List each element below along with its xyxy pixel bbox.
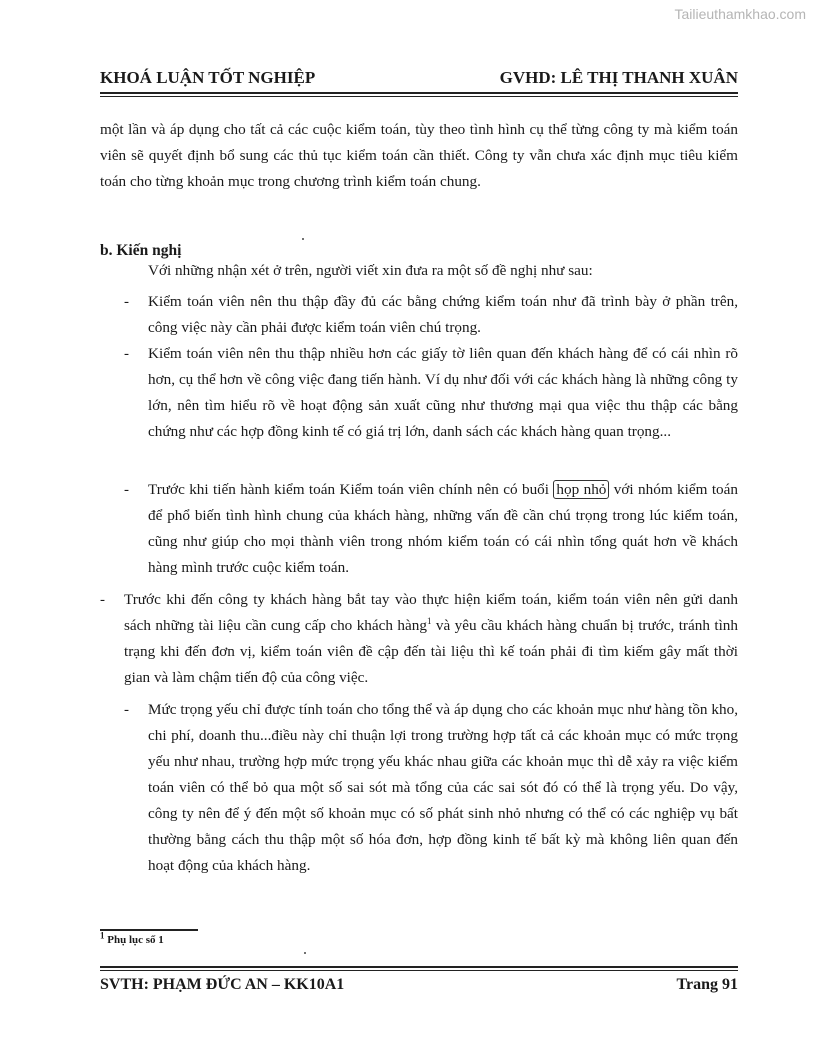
item4-after: và yêu cầu khách hàng chuẩn bị trước, tránh tình trạng khi đến đơn vị, kiểm toán viên đề cập đến tài liệu thì kế toán phải đi tìm kiếm gây mất thời gian và làm chậm tiến độ của công việc. [124, 617, 738, 686]
boxed-phrase: họp nhỏ [553, 480, 609, 499]
item4-before: Trước khi đến công ty khách hàng bắt tay vào thực hiện kiểm toán, kiểm toán viên nên gửi danh sách những tài liệu cần cung cấp cho khách hàng [124, 591, 738, 634]
section-heading: b. Kiến nghị [100, 242, 182, 259]
intro-paragraph: một lần và áp dụng cho tất cả các cuộc kiểm toán, tùy theo tình hình cụ thể từng công ty mà kiểm toán viên sẽ quyết định bổ sung các thủ tục kiểm toán cần thiết. Công ty vẫn chưa xác định mục tiêu kiểm toán cho từng khoản mục trong chương trình kiểm toán chung. [100, 121, 738, 190]
bullet-2: - [124, 346, 129, 362]
page-header [100, 68, 738, 90]
header-title: KHOÁ LUẬN TỐT NGHIỆP [100, 68, 316, 87]
footnote-rule [100, 929, 198, 931]
watermark: Tailieuthamkhao.com [674, 6, 806, 22]
bullet-5: - [124, 702, 129, 718]
list-item-3 [148, 477, 738, 581]
bullet-3: - [124, 482, 129, 498]
footnote-text: Phụ lục số 1 [104, 934, 164, 946]
scan-speck [304, 952, 306, 954]
item3-after: với nhóm kiểm toán để phổ biến tình hình chung của khách hàng, những vấn đề cần chú trọng trong lúc kiểm toán, cũng như giúp cho mọi thành viên trong nhóm kiểm toán có cái nhìn tổng quát hơn về khách hàng mình trước cuộc kiểm toán. [148, 481, 738, 576]
header-rule [100, 92, 738, 94]
item3-before: Trước khi tiến hành kiểm toán Kiểm toán viên chính nên có buổi [148, 481, 554, 498]
list-item-2: Kiểm toán viên nên thu thập nhiều hơn các giấy tờ liên quan đến khách hàng để có cái nhìn rõ hơn, cụ thể hơn về công việc đang tiến hành. Ví dụ như đối với các khách hàng là những công ty lớn, nên tìm hiểu rõ về hoạt động sản xuất cũng như thương mại qua việc thu thập các bằng chứng như các hợp đồng kinh tế có giá trị lớn, danh sách các khách hàng quan trọng... [148, 345, 738, 440]
footer-rule-thin [100, 970, 738, 971]
scan-speck [302, 238, 304, 240]
bullet-4: - [100, 592, 105, 608]
page-number: Trang 91 [676, 976, 738, 993]
lead-sentence-text: Với những nhận xét ở trên, người viết xin đưa ra một số đề nghị như sau: [148, 262, 593, 279]
header-rule-thin [100, 96, 738, 97]
bullet-1: - [124, 294, 129, 310]
header-advisor: GVHD: LÊ THỊ THANH XUÂN [499, 68, 738, 87]
footer-rule [100, 966, 738, 968]
list-item-5: Mức trọng yếu chỉ được tính toán cho tổng thể và áp dụng cho các khoản mục như hàng tồn kho, chi phí, doanh thu...điều này chỉ thuận lợi trong trường hợp tất cả các khoản mục có mức trọng yếu như nhau, trường hợp mức trọng yếu khác nhau giữa các khoản mục thì dễ xảy ra việc kiểm toán viên có thể bỏ qua một số sai sót mà tổng của các sai sót đó có thể là trọng yếu. Do vậy, công ty nên để ý đến một số khoản mục có số phát sinh nhỏ nhưng có thể có các nghiệp vụ bất thường bằng cách thu thập một số hóa đơn, hợp đồng kinh tế bất kỳ mà không liên quan đến hoạt động của khách hàng. [148, 701, 738, 874]
page-footer [100, 976, 738, 998]
list-item-1: Kiểm toán viên nên thu thập đầy đủ các bằng chứng kiểm toán như đã trình bày ở phần trên, công việc này cần phải được kiểm toán viên chú trọng. [148, 293, 738, 336]
footnote-number: 1 [100, 930, 105, 941]
list-item-4 [124, 587, 738, 691]
footnote-ref: 1 [426, 615, 432, 626]
footer-student: SVTH: PHẠM ĐỨC AN – KK10A1 [100, 976, 345, 993]
footnote [100, 930, 164, 946]
